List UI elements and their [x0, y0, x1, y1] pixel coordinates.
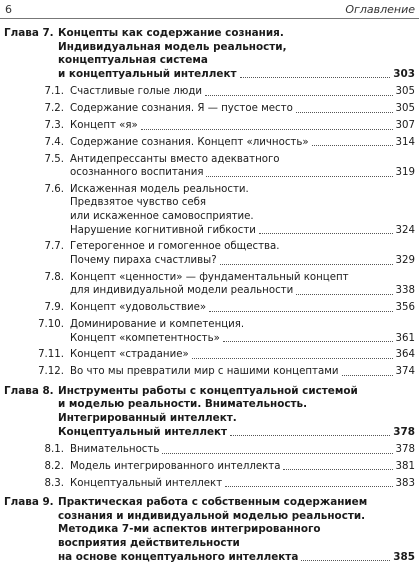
toc-section — [0, 119, 419, 133]
dot-leader — [162, 452, 392, 454]
section-page-number: 305 — [395, 86, 415, 98]
section-title — [70, 301, 415, 315]
section-title-line: осознанного воспитания — [70, 167, 204, 179]
chapter-label: Глава 8. — [4, 384, 54, 397]
chapter-title-line: концептуальная система — [58, 54, 208, 67]
section-number: 7.10. — [38, 318, 64, 330]
chapter-title-line: Практическая работа с собственным содержанием — [58, 496, 368, 509]
section-title — [70, 460, 415, 474]
section-number: 8.2. — [44, 460, 64, 472]
section-final-line — [70, 102, 415, 116]
section-title — [70, 477, 415, 491]
toc-section — [0, 271, 419, 298]
page-number: 6 — [5, 3, 12, 16]
section-page-number: 356 — [395, 302, 415, 314]
toc-chapter — [0, 496, 419, 564]
section-page-number: 364 — [395, 349, 415, 361]
dot-leader — [312, 144, 393, 146]
toc-section — [0, 318, 419, 345]
chapter-title-line: на основе концептуального интеллекта — [58, 550, 299, 563]
section-final-line — [70, 136, 415, 150]
section-title-line: Модель интегрированного интеллекта — [70, 460, 281, 472]
section-page-number: 324 — [395, 224, 415, 236]
dot-leader — [296, 293, 392, 295]
section-title — [70, 240, 415, 267]
dot-leader — [240, 76, 391, 78]
header-rule — [0, 18, 419, 19]
dot-leader — [209, 310, 392, 312]
section-title-line: Счастливые голые люди — [70, 86, 202, 98]
dot-leader — [283, 468, 392, 470]
section-title — [70, 102, 415, 116]
section-number: 7.2. — [44, 103, 64, 115]
toc-section — [0, 102, 419, 116]
section-final-line — [70, 301, 415, 315]
section-title — [70, 153, 415, 180]
toc-section — [0, 477, 419, 491]
toc-section — [0, 240, 419, 267]
chapter-title-final-line — [58, 68, 415, 82]
section-page-number: 307 — [395, 119, 415, 131]
dot-leader — [220, 263, 393, 265]
toc-section — [0, 365, 419, 379]
chapter-title-line: Индивидуальная модель реальности, — [58, 40, 287, 53]
section-page-number: 361 — [395, 332, 415, 344]
toc-chapter — [0, 385, 419, 491]
section-title-line: или искаженное самовосприятие. — [70, 211, 254, 223]
chapter-title-line: Методика 7-ми аспектов интегрированного — [58, 523, 321, 536]
chapter-page-number: 378 — [393, 425, 415, 438]
section-page-number: 383 — [395, 477, 415, 489]
section-number: 7.11. — [38, 349, 64, 361]
dot-leader — [259, 232, 393, 234]
chapter-page-number: 303 — [393, 67, 415, 80]
section-title-line: Концепт «удовольствие» — [70, 302, 207, 314]
toc-section — [0, 301, 419, 315]
section-title-line: Гетерогенное и гомогенное общества. — [70, 241, 280, 253]
chapter-page-number: 385 — [393, 550, 415, 563]
section-page-number: 319 — [395, 167, 415, 179]
section-page-number: 329 — [395, 255, 415, 267]
dot-leader — [205, 94, 393, 96]
section-title — [70, 318, 415, 345]
dot-leader — [141, 128, 393, 130]
toc-section — [0, 85, 419, 99]
chapter-title-line: и концептуальный интеллект — [58, 67, 237, 80]
section-title-line: Искаженная модель реальности. — [70, 183, 249, 195]
section-page-number: 338 — [395, 285, 415, 297]
section-title-line: Концепт «я» — [70, 119, 138, 131]
dot-leader — [223, 340, 393, 342]
section-final-line — [70, 85, 415, 99]
section-title — [70, 183, 415, 237]
section-number: 8.1. — [44, 444, 64, 456]
dot-leader — [192, 357, 393, 359]
chapter-sections — [0, 85, 419, 378]
section-title — [70, 365, 415, 379]
section-final-line — [70, 166, 415, 180]
section-final-line — [70, 460, 415, 474]
section-final-line — [70, 224, 415, 238]
dot-leader — [230, 434, 390, 436]
dot-leader — [342, 374, 393, 376]
chapter-title-line: Инструменты работы с концептуальной системой — [58, 384, 358, 397]
section-title — [70, 271, 415, 298]
section-page-number: 305 — [395, 103, 415, 115]
section-title-line: Доминирование и компетенция. — [70, 318, 245, 330]
table-of-contents — [0, 27, 419, 569]
section-title-line: Антидепрессанты вместо адекватного — [70, 153, 280, 165]
page-header — [0, 0, 419, 18]
section-title-line: Концепт «ценности» — фундаментальный концепт — [70, 271, 349, 283]
toc-section — [0, 460, 419, 474]
section-title-line: Предвзятое чувство себя — [70, 197, 207, 209]
dot-leader — [206, 175, 392, 177]
toc-chapter — [0, 27, 419, 379]
chapter-title-line: и моделью реальности. Внимательность. — [58, 398, 308, 411]
section-title-line: Концепт «компетентность» — [70, 332, 220, 344]
section-title — [70, 348, 415, 362]
section-final-line — [70, 477, 415, 491]
chapter-title-line: Концепты как содержание сознания. — [58, 27, 284, 39]
section-title-line: Во что мы превратили мир с нашими концептами — [70, 366, 339, 378]
section-title-line: Концептуальный интеллект — [70, 477, 223, 489]
section-number: 7.9. — [44, 302, 64, 314]
section-title — [70, 136, 415, 150]
section-title-line: Почему пираха счастливы? — [70, 255, 217, 267]
section-number: 8.3. — [44, 477, 64, 489]
section-final-line — [70, 254, 415, 268]
dot-leader — [301, 559, 390, 561]
toc-section — [0, 443, 419, 457]
section-final-line — [70, 332, 415, 346]
toc-section — [0, 348, 419, 362]
section-final-line — [70, 348, 415, 362]
section-title — [70, 85, 415, 99]
section-number: 7.5. — [44, 153, 64, 165]
section-title-line: Нарушение когнитивной гибкости — [70, 224, 256, 236]
dot-leader — [296, 111, 393, 113]
section-final-line — [70, 284, 415, 298]
section-title-line: Содержание сознания. Я — пустое место — [70, 103, 293, 115]
section-page-number: 374 — [395, 366, 415, 378]
dot-leader — [225, 485, 392, 487]
section-number: 7.4. — [44, 136, 64, 148]
chapter-title — [58, 496, 415, 564]
chapter-title — [58, 385, 415, 439]
chapter-title-final-line — [58, 426, 415, 440]
section-final-line — [70, 443, 415, 457]
chapter-title — [58, 27, 415, 81]
section-title-line: Содержание сознания. Концепт «личность» — [70, 136, 309, 148]
section-title — [70, 443, 415, 457]
chapter-sections — [0, 443, 419, 490]
chapter-title-line: сознания и индивидуальной моделью реальности. — [58, 509, 366, 522]
running-title: Оглавление — [345, 3, 415, 16]
chapter-title-final-line — [58, 551, 415, 565]
chapter-label: Глава 7. — [4, 27, 54, 39]
chapter-title-line: Концептуальный интеллект — [58, 425, 228, 438]
section-number: 7.6. — [44, 183, 64, 195]
section-number: 7.3. — [44, 119, 64, 131]
chapter-title-line: восприятия действительности — [58, 537, 240, 550]
section-page-number: 314 — [395, 136, 415, 148]
section-title-line: для индивидуальной модели реальности — [70, 285, 294, 297]
section-title — [70, 119, 415, 133]
section-number: 7.8. — [44, 271, 64, 283]
toc-section — [0, 183, 419, 237]
section-title-line: Концепт «страдание» — [70, 349, 189, 361]
section-final-line — [70, 119, 415, 133]
chapter-label: Глава 9. — [4, 496, 54, 509]
section-final-line — [70, 365, 415, 379]
section-page-number: 378 — [395, 444, 415, 456]
toc-section — [0, 136, 419, 150]
chapter-title-line: Интегрированный интеллект. — [58, 411, 237, 424]
section-number: 7.12. — [38, 366, 64, 378]
section-page-number: 381 — [395, 460, 415, 472]
section-number: 7.1. — [44, 86, 64, 98]
section-title-line: Внимательность — [70, 444, 160, 456]
section-number: 7.7. — [44, 241, 64, 253]
toc-section — [0, 153, 419, 180]
